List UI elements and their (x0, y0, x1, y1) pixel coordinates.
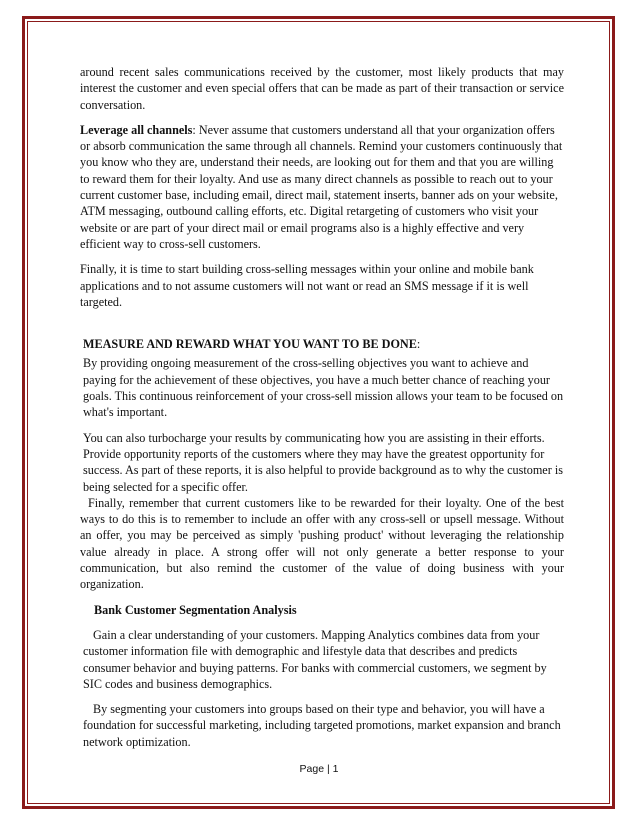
paragraph-3: Finally, it is time to start building cross-selling messages within your online and mobile bank applications and to not assume customers will not want or read an SMS message if it is well targeted. (80, 262, 534, 309)
page-footer: Page | 1 (299, 763, 339, 775)
paragraph-5: You can also turbocharge your results by communicating how you are assisting in their efforts. Provide opportunity reports of the customers where they may have the greatest opportunity for success. As part of these reports, it is also helpful to provide background as to why the customer is being selected for a specific offer. (83, 430, 563, 494)
section-heading-measure (83, 336, 564, 352)
paragraph-4: By providing ongoing measurement of the cross-selling objectives you want to achieve and paying for the achievement of these objectives, you have a much better chance of reaching your goals. This continuous reinforcement of your cross-sell mission allows your team to be focused on what's important. (83, 356, 564, 420)
paragraph-7: Gain a clear understanding of your customers. Mapping Analytics combines data from your customer information file with demographic and lifestyle data that describes and predicts consumer behavior and buying patterns. For banks with commercial customers, we segment by SIC codes and business demographics. (83, 627, 547, 691)
paragraph-body: : Never assume that customers understand all that your organization offers or absorb communication the same through all channels. Remind your customers continuously that you know who they are, understand their needs, are looking out for them and that you are willing to reward them for their loyalty. And use as many direct channels as possible to reach out to your current customer base, including email, direct mail, statement inserts, banner ads on your website, ATM messaging, outbound calling efforts, etc. Digital retargeting of customers who visit your website or are part of your direct mail or email programs also is a highly effective and very efficient way to cross-sell customers. (80, 122, 563, 251)
paragraph-1: around recent sales communications received by the customer, most likely products that may interest the customer and even special offers that can be made as part of their transaction or service conversation. (80, 65, 564, 112)
paragraph-8: By segmenting your customers into groups based on their type and behavior, you will have a foundation for successful marketing, including targeted promotions, market expansion and branch network optimization. (83, 702, 561, 749)
page-content (80, 64, 564, 750)
paragraph-lead: Leverage all channels (80, 122, 193, 137)
paragraph-leverage-channels (80, 122, 564, 252)
heading-text: MEASURE AND REWARD WHAT YOU WANT TO BE DONE (83, 337, 417, 352)
heading-suffix: : (416, 337, 421, 352)
paragraph-6: Finally, remember that current customers like to be rewarded for their loyalty. One of the best ways to do this is to remember to include an offer with any cross-sell or upsell message. Without an offer, you may be perceived as simply 'pushing product' without leveraging the relationship value already in place. A strong offer will not only generate a better response to your communication, but also remind the customer of the value of doing business with your organization. (80, 495, 564, 592)
section-heading-segmentation: Bank Customer Segmentation Analysis (94, 602, 297, 617)
